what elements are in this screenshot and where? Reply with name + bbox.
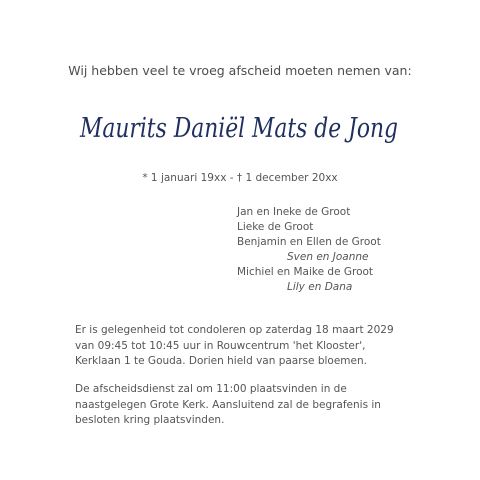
family-children: Sven en Joanne (287, 251, 369, 263)
service-paragraph: De afscheidsdienst zal om 11:00 plaatsvinden in de naastgelegen Grote Kerk. Aansluitend zal de begrafenis in besloten kring plaatsvinden. (75, 383, 381, 426)
family-member: Benjamin en Ellen de Groot (237, 236, 381, 248)
deceased-name-svg (80, 105, 410, 155)
family-list (237, 205, 381, 295)
family-member: Lieke de Groot (237, 221, 314, 233)
intro-text: Wij hebben veel te vroeg afscheid moeten nemen van: (68, 63, 412, 78)
deceased-name: Maurits Daniël Mats de Jong (79, 113, 399, 144)
family-member: Michiel en Maike de Groot (237, 266, 374, 278)
family-member: Jan en Ineke de Groot (237, 206, 351, 218)
life-dates: * 1 januari 19xx - † 1 december 20xx (142, 172, 338, 184)
condolence-paragraph: Er is gelegenheid tot condoleren op zaterdag 18 maart 2029 van 09:45 tot 10:45 uur in Rouwcentrum 'het Klooster', Kerklaan 1 te Gouda. Dorien hield van paarse bloemen. (75, 324, 394, 367)
family-children: Lily en Dana (287, 281, 353, 293)
